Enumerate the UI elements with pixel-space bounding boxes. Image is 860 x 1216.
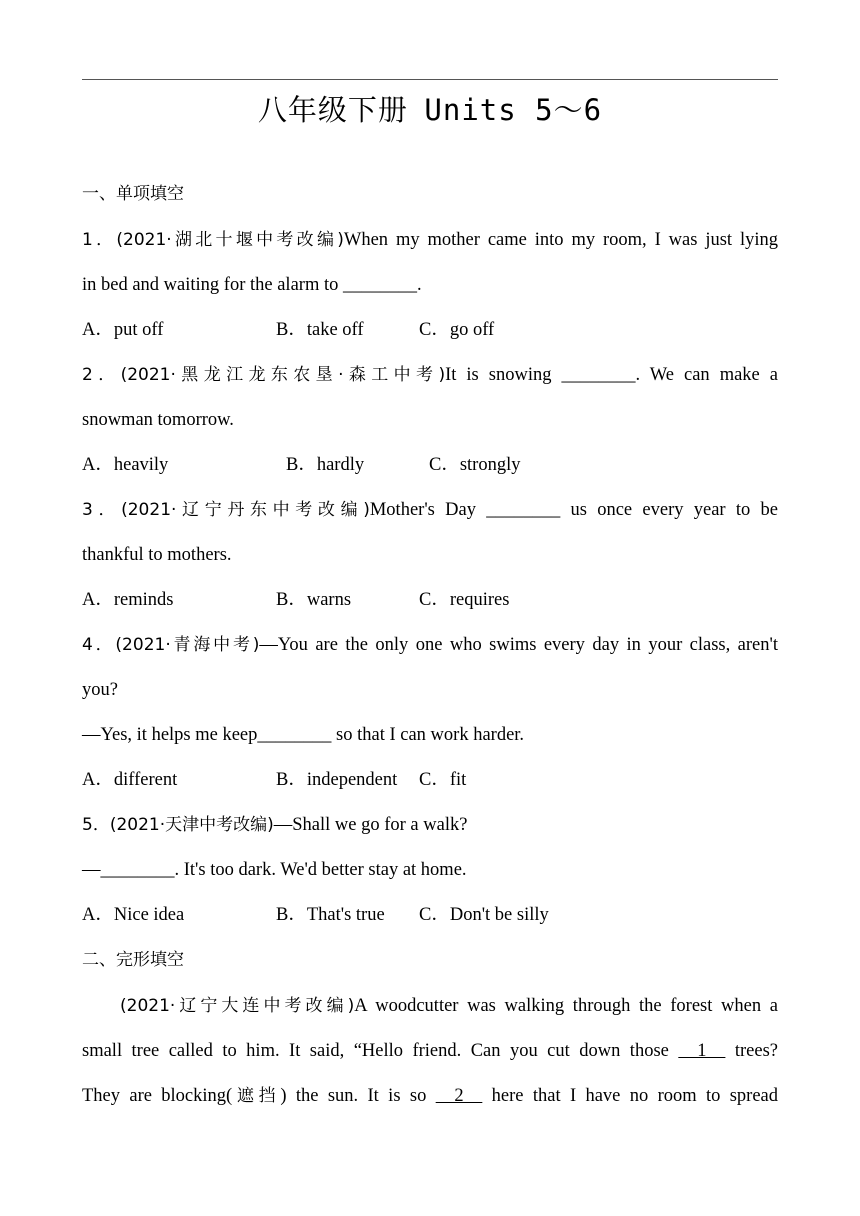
cloze-blank-1[interactable]: 1 bbox=[678, 1041, 726, 1061]
passage-line-3-text-b: ) the sun. It is so bbox=[280, 1086, 436, 1106]
passage-line-2-text-b: trees? bbox=[725, 1041, 778, 1061]
question-3-option-c[interactable]: C．requires bbox=[419, 590, 510, 610]
passage-source: (2021·辽宁大连中考改编) bbox=[120, 996, 355, 1016]
passage-line-1-text: A woodcutter was walking through the forest when a bbox=[354, 996, 778, 1016]
question-5-option-a[interactable]: A．Nice idea bbox=[82, 905, 185, 925]
question-4-line-3: —Yes, it helps me keep________ so that I can work harder. bbox=[82, 725, 525, 745]
question-1-option-b[interactable]: B．take off bbox=[276, 320, 364, 340]
question-4-source: 4．(2021·青海中考) bbox=[82, 635, 260, 655]
question-4-option-c[interactable]: C．fit bbox=[419, 770, 467, 790]
cloze-blank-2[interactable]: 2 bbox=[435, 1086, 483, 1106]
passage-line-1 bbox=[82, 994, 778, 1018]
question-5-stem: —Shall we go for a walk? bbox=[273, 815, 468, 835]
question-4-option-a[interactable]: A．different bbox=[82, 770, 178, 790]
passage-line-3 bbox=[82, 1084, 778, 1108]
question-2-source: 2．(2021·黑龙江龙东农垦·森工中考) bbox=[82, 365, 446, 385]
question-5-option-c[interactable]: C．Don't be silly bbox=[419, 905, 549, 925]
page-title bbox=[0, 88, 860, 129]
passage-line-3-text-a: They are blocking( bbox=[82, 1086, 233, 1106]
passage-line-3-chinese: 遮挡 bbox=[232, 1086, 281, 1106]
passage-line-2-text-a: small tree called to him. It said, “Hello friend. Can you cut down those bbox=[82, 1041, 679, 1061]
question-2-stem: It is snowing ________. We can make a bbox=[445, 365, 778, 385]
question-3-source: 3．(2021·辽宁丹东中考改编) bbox=[82, 500, 370, 520]
question-4-option-b[interactable]: B．independent bbox=[276, 770, 398, 790]
passage-line-2 bbox=[82, 1039, 778, 1063]
title-units: Units 5～6 bbox=[424, 93, 603, 127]
question-1-line-1 bbox=[82, 228, 778, 252]
question-5-line-2: —________. It's too dark. We'd better stay at home. bbox=[82, 860, 467, 880]
question-4-stem: —You are the only one who swims every day in your class, aren't bbox=[259, 635, 778, 655]
question-3-option-b[interactable]: B．warns bbox=[276, 590, 352, 610]
question-5-line-1 bbox=[82, 813, 778, 837]
question-5-source: 5．(2021·天津中考改编) bbox=[82, 815, 274, 835]
question-1-source: 1．(2021·湖北十堰中考改编) bbox=[82, 230, 344, 250]
question-2-option-b[interactable]: B．hardly bbox=[286, 455, 365, 475]
header-rule bbox=[82, 79, 778, 80]
question-3-line-1 bbox=[82, 498, 778, 522]
question-1-stem: When my mother came into my room, I was just lying bbox=[343, 230, 778, 250]
question-3-option-a[interactable]: A．reminds bbox=[82, 590, 174, 610]
section2-heading: 二、完形填空 bbox=[82, 950, 184, 970]
question-4-line-1 bbox=[82, 633, 778, 657]
title-chinese: 八年级下册 bbox=[257, 93, 408, 127]
passage-line-3-text-c: here that I have no room to spread bbox=[482, 1086, 779, 1106]
question-5-option-b[interactable]: B．That's true bbox=[276, 905, 385, 925]
section-heading-single-choice bbox=[82, 182, 778, 206]
question-2-line-2: snowman tomorrow. bbox=[82, 410, 234, 430]
question-1-option-a[interactable]: A．put off bbox=[82, 320, 164, 340]
question-3-line-2: thankful to mothers. bbox=[82, 545, 232, 565]
question-2-option-a[interactable]: A．heavily bbox=[82, 455, 169, 475]
section-heading-cloze bbox=[82, 948, 778, 972]
question-3-stem: Mother's Day ________ us once every year to be bbox=[369, 500, 778, 520]
question-2-option-c[interactable]: C．strongly bbox=[429, 455, 521, 475]
question-1-line-2: in bed and waiting for the alarm to ________. bbox=[82, 275, 422, 295]
question-4-line-2: you? bbox=[82, 680, 118, 700]
question-2-line-1 bbox=[82, 363, 778, 387]
section1-heading: 一、单项填空 bbox=[82, 184, 184, 204]
question-1-option-c[interactable]: C．go off bbox=[419, 320, 495, 340]
